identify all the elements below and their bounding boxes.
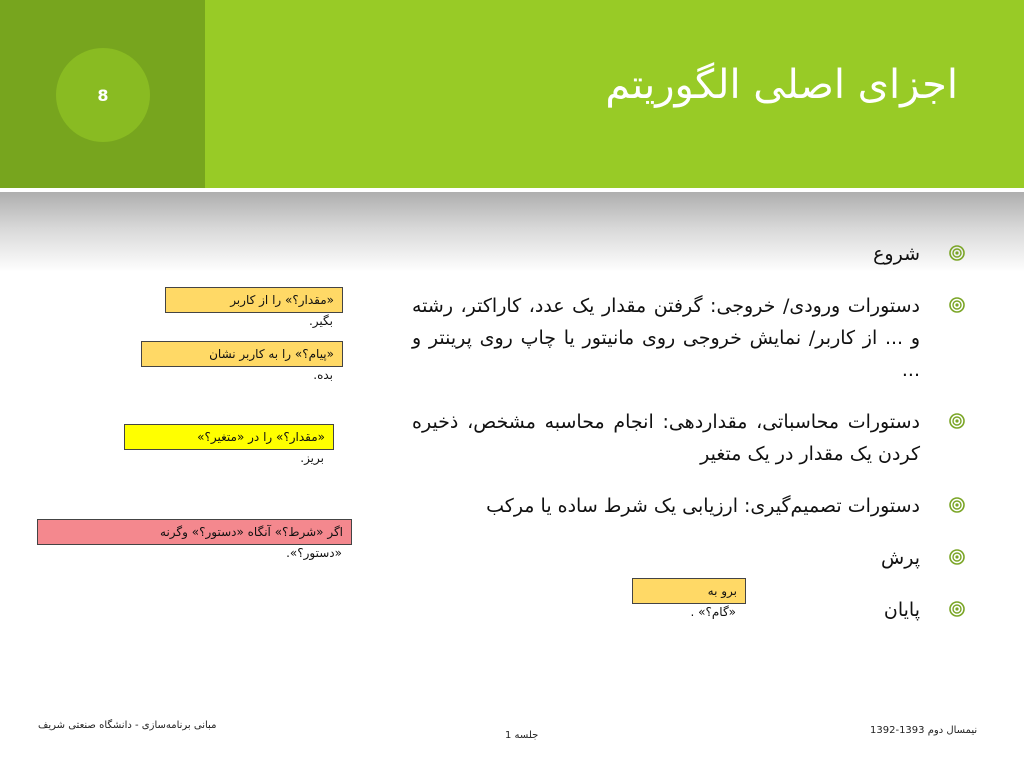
note-assign — [124, 424, 334, 466]
slide-number-badge — [56, 48, 150, 142]
footer-session: جلسه 1 — [505, 730, 539, 741]
note-input-tail: بگیر. — [308, 314, 333, 328]
note-assign-box: «مقدار؟» را در «متغیر؟» — [124, 424, 334, 450]
footer-course: مبانی برنامه‌سازی - دانشگاه صنعتی شریف — [38, 720, 217, 731]
note-input — [165, 287, 343, 329]
circle-bullet-icon — [948, 412, 966, 430]
note-assign-tail: بریز. — [300, 451, 324, 465]
circle-bullet-icon — [948, 548, 966, 566]
slide-number: 8 — [97, 85, 109, 105]
note-jump — [632, 578, 746, 620]
note-jump-tail: «گام؟» . — [690, 605, 736, 619]
bullet-text: شروع — [873, 243, 920, 265]
bullet-item-io — [412, 290, 972, 386]
note-decision — [37, 519, 352, 561]
note-decision-box: اگر «شرط؟» آنگاه «دستور؟» وگرنه — [37, 519, 352, 545]
note-output — [141, 341, 343, 383]
circle-bullet-icon — [948, 496, 966, 514]
circle-bullet-icon — [948, 296, 966, 314]
circle-bullet-icon — [948, 244, 966, 262]
bullet-item-jump — [412, 542, 972, 574]
bullet-text: دستورات تصمیم‌گیری: ارزیابی یک شرط ساده یا مرکب — [486, 495, 920, 517]
note-jump-box: برو به — [632, 578, 746, 604]
bullet-item-decision — [412, 490, 972, 522]
footer-semester: نیمسال دوم 1393-1392 — [870, 725, 978, 736]
note-output-tail: بده. — [313, 368, 333, 382]
bullet-text: پرش — [881, 547, 920, 569]
slide-title: اجزای اصلی الگوریتم — [605, 62, 958, 108]
circle-bullet-icon — [948, 600, 966, 618]
bullet-item-start — [412, 238, 972, 270]
note-input-box: «مقدار؟» را از کاربر — [165, 287, 343, 313]
note-output-box: «پیام؟» را به کاربر نشان — [141, 341, 343, 367]
bullet-text: پایان — [883, 599, 920, 621]
bullet-text: دستورات محاسباتی، مقداردهی: انجام محاسبه مشخص، ذخیره کردن یک مقدار در یک متغیر — [412, 411, 920, 465]
note-decision-tail: «دستور؟». — [286, 546, 342, 560]
bullet-item-compute — [412, 406, 972, 470]
bullet-text: دستورات ورودی/ خروجی: گرفتن مقدار یک عدد، کاراکتر، رشته و ... از کاربر/ نمایش خروجی روی مانیتور یا چاپ روی پرینتر و ... — [412, 295, 920, 381]
